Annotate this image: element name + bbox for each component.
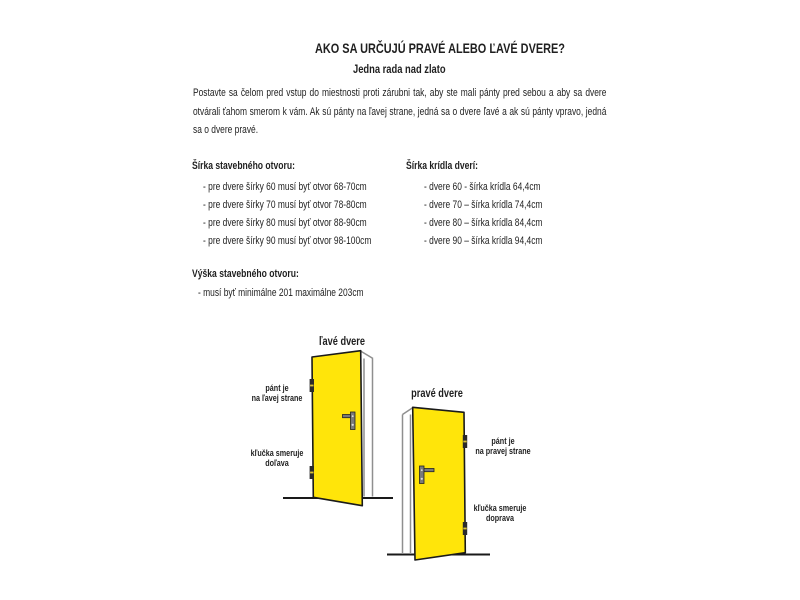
right-door-title: pravé dvere xyxy=(411,388,463,400)
list-item: - dvere 90 – šírka krídla 94,4cm xyxy=(424,235,543,247)
left-door-title: ľavé dvere xyxy=(319,336,365,348)
list-item: - dvere 60 - šírka krídla 64,4cm xyxy=(424,181,541,193)
label-line: doľava xyxy=(265,457,289,468)
left-door-illustration xyxy=(283,351,393,506)
label-line: pánt je xyxy=(491,436,515,446)
label-line: pánt je xyxy=(265,383,289,393)
list-item: - pre dvere šírky 60 musí byť otvor 68-70cm xyxy=(203,181,367,193)
right-door-hinge-label xyxy=(467,437,539,456)
label-line: na pravej strane xyxy=(475,445,531,456)
right-door-illustration xyxy=(387,407,490,560)
list-item: - pre dvere šírky 80 musí byť otvor 88-90cm xyxy=(203,217,367,229)
list-item: - dvere 80 – šírka krídla 84,4cm xyxy=(424,217,543,229)
list-item: - pre dvere šírky 70 musí byť otvor 78-80cm xyxy=(203,199,367,211)
section-heading-opening-width: Šírka stavebného otvoru: xyxy=(192,160,295,172)
section-heading-leaf-width: Šírka krídla dverí: xyxy=(406,160,479,172)
label-line: na ľavej strane xyxy=(251,392,303,403)
list-item: - pre dvere šírky 90 musí byť otvor 98-100cm xyxy=(203,235,372,247)
right-door-handle-label xyxy=(464,504,536,523)
list-item: - dvere 70 – šírka krídla 74,4cm xyxy=(424,199,543,211)
right-door-frame xyxy=(403,408,414,555)
page-title: AKO SA URČUJÚ PRAVÉ ALEBO ĽAVÉ DVERE? xyxy=(315,40,565,56)
label-line: kľučka smeruje xyxy=(250,448,304,458)
left-door-handle-label xyxy=(241,449,313,468)
leaf-width-list xyxy=(424,178,542,250)
page-subtitle: Jedna rada nad zlato xyxy=(353,62,446,76)
section-heading-opening-height: Výška stavebného otvoru: xyxy=(192,268,299,280)
list-item: - musí byť minimálne 201 maximálne 203cm xyxy=(198,287,364,299)
opening-height-list xyxy=(198,287,364,299)
label-line: doprava xyxy=(485,512,514,523)
intro-paragraph: Postavte sa čelom pred vstup do miestnosti proti zárubni tak, aby ste mali pánty pred sebou a aby sa dvere otvárali ťahom smerom k vám. Ak sú pánty na ľavej strane, jedná sa o dvere ľavé a ak sú pánty vpravo, jedná sa o dvere pravé. xyxy=(193,87,607,137)
opening-width-list xyxy=(203,178,371,250)
label-line: kľučka smeruje xyxy=(473,503,527,513)
left-door-hinge-label xyxy=(241,384,313,403)
right-door-hinge-bottom xyxy=(463,522,467,535)
